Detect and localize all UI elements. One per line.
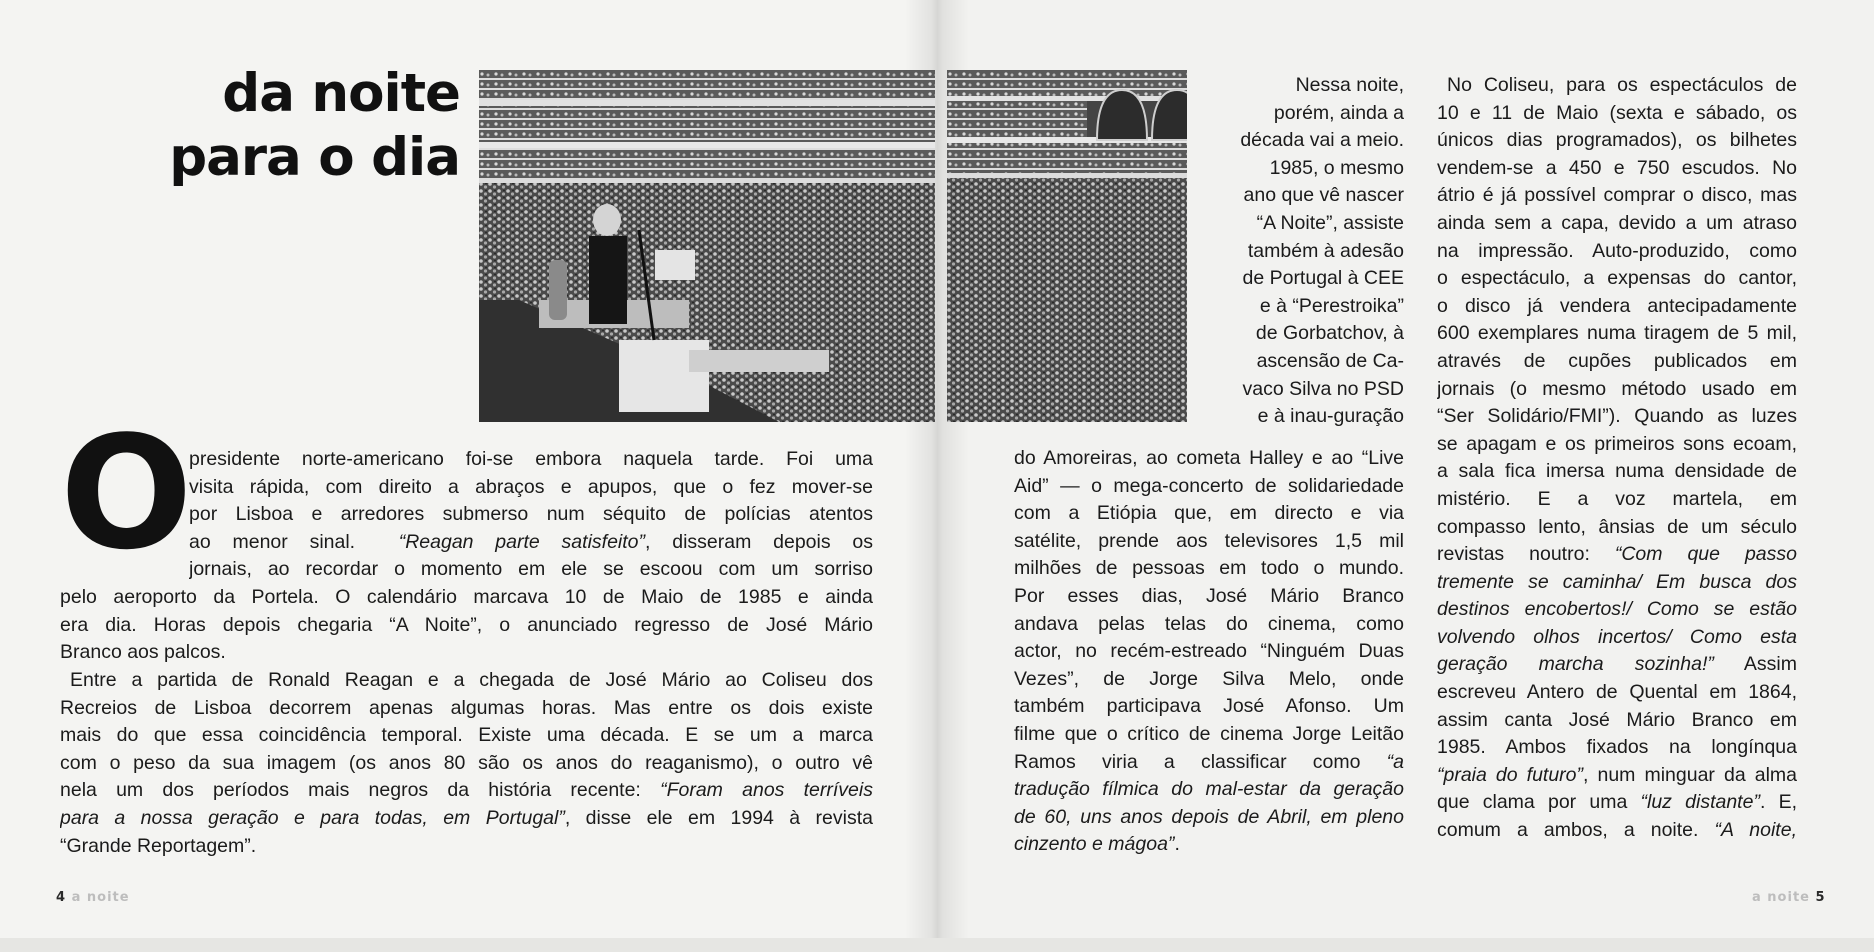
left-paragraph-1-full	[60, 584, 873, 667]
text-line: 10 e 11 de Maio (sexta e sábado, os	[1437, 101, 1797, 124]
quote-antero: tremente se caminha/ Em busca dos	[1437, 570, 1797, 593]
text-line: o disco já vendera antecipadamente	[1437, 294, 1797, 317]
quote-a-noite: “A noite,	[1714, 819, 1797, 842]
text-line: milhões de pessoas em todo o mundo.	[1014, 557, 1404, 580]
quote-traducao-start: “a	[1386, 750, 1404, 773]
text-line: ano que vê nascer	[1243, 184, 1404, 207]
text-line: mais do que essa coincidência temporal. Existe uma década. E se um a marca	[60, 724, 873, 747]
concert-photo-right	[947, 70, 1187, 422]
text-line: de Gorbatchov, à	[1255, 322, 1404, 345]
text-line: No Coliseu, para os espectáculos de	[1447, 74, 1797, 96]
text-line	[1437, 596, 1797, 624]
text-line: “Ser Solidário/FMI”). Quando as luzes	[1437, 405, 1797, 428]
text-run: .	[1174, 833, 1180, 856]
text-line: Aid” — o mega-concerto de solidariedade	[1014, 474, 1404, 497]
page-folio-left	[56, 890, 130, 905]
concert-photo-left-image	[479, 70, 935, 422]
text-run: Ramos viria a classificar como	[1014, 750, 1387, 773]
text-line: jornais, ao recordar o momento em ele se escoou com um sorriso	[189, 558, 873, 581]
text-line	[1014, 804, 1404, 832]
quote-traducao: de 60, uns anos depois de Abril, em pleno	[1014, 805, 1404, 828]
middle-column-narrow	[1218, 72, 1404, 431]
text-line: ainda sem a capa, devido a um atraso	[1437, 211, 1797, 234]
text-run: , disse ele em 1994 à revista	[564, 806, 873, 829]
text-line: Nessa noite,	[1295, 74, 1404, 96]
running-title-right: a noite	[1752, 890, 1810, 905]
page-folio-right	[1752, 890, 1826, 905]
text-line: Entre a partida de Ronald Reagan e a chegada de José Mário ao Coliseu dos	[70, 669, 873, 691]
text-run: , num minguar da alma	[1583, 763, 1797, 786]
concert-photo-left	[479, 70, 935, 422]
text-line	[1437, 541, 1797, 569]
text-line	[60, 777, 873, 805]
text-line: Branco aos palcos.	[60, 641, 226, 664]
text-line: e à “Perestroika”	[1259, 294, 1404, 317]
text-line	[189, 529, 873, 557]
text-line: Recreios de Lisboa decorrem apenas algumas horas. Mas entre os dois existe	[60, 696, 873, 719]
right-column	[1437, 72, 1797, 845]
text-line: actor, no recém-estreado “Ninguém Duas	[1014, 640, 1404, 663]
text-line: se apagam e os primeiros sons ecoam,	[1437, 432, 1797, 455]
text-run: ao menor sinal.	[189, 530, 356, 553]
text-line: porém, ainda a	[1273, 101, 1404, 124]
text-line	[1014, 749, 1404, 777]
text-line: na impressão. Auto-produzido, como	[1437, 239, 1797, 262]
text-line: 1985, o mesmo	[1269, 156, 1404, 179]
text-line: “A Noite”, assiste	[1256, 211, 1404, 234]
quote-reagan: “Reagan parte satisfeito”	[398, 530, 645, 553]
quote-antero: geração marcha sozinha!”	[1437, 653, 1714, 676]
text-line: através de cupões publicados em	[1437, 349, 1797, 372]
text-line: com a Etiópia que, em directo e via	[1014, 502, 1404, 525]
text-line: “Grande Reportagem”.	[60, 834, 257, 857]
quote-luz: “luz distante”	[1640, 791, 1760, 814]
running-title-left: a noite	[71, 890, 130, 905]
page-number-left: 4	[56, 890, 67, 905]
quote-antero: volvendo olhos incertos/ Como esta	[1437, 625, 1797, 648]
text-line: satélite, prende aos televisores 1,5 mil	[1014, 529, 1404, 552]
title-line-2: para o dia	[169, 127, 460, 188]
quote-antero: destinos encobertos!/ Como se estão	[1437, 598, 1797, 621]
text-line: e à inau-guração	[1257, 405, 1404, 428]
quote-traducao: cinzento e mágoa”	[1014, 833, 1175, 856]
text-line: presidente norte-americano foi-se embora naquela tarde. Foi uma	[189, 448, 873, 470]
text-line: assim canta José Mário Branco em	[1437, 708, 1797, 731]
text-line: visita rápida, com direito a abraços e apupos, que o fez mover-se	[189, 475, 873, 498]
quote-praia: “praia do futuro”	[1437, 763, 1584, 786]
text-line: jornais (o mesmo método usado em	[1437, 377, 1797, 400]
left-paragraph-1-indented	[189, 446, 873, 584]
text-line	[1437, 817, 1797, 845]
concert-photo-right-image	[947, 70, 1187, 422]
text-line	[1437, 624, 1797, 652]
page-bottom-edge	[0, 938, 1874, 952]
title-line-1: da noite	[222, 63, 460, 124]
page-number-right: 5	[1815, 890, 1826, 905]
text-line	[1437, 789, 1797, 817]
text-line: do Amoreiras, ao cometa Halley e ao “Live	[1014, 447, 1404, 469]
text-line: únicos dias programados), os bilhetes	[1437, 129, 1797, 152]
text-line: escreveu Antero de Quental em 1864,	[1437, 681, 1797, 704]
text-line: Por esses dias, José Mário Branco	[1014, 584, 1404, 607]
text-line: Vezes”, de Jorge Silva Melo, onde	[1014, 667, 1404, 690]
left-paragraph-2	[60, 667, 873, 860]
text-line	[1437, 762, 1797, 790]
text-line	[1437, 569, 1797, 597]
text-line: vaco Silva no PSD	[1242, 377, 1404, 400]
text-line: andava pelas telas do cinema, como	[1014, 612, 1404, 635]
text-line: década vai a meio.	[1240, 129, 1404, 152]
quote-antero: “Com que passo	[1614, 543, 1797, 566]
text-line: pelo aeroporto da Portela. O calendário marcava 10 de Maio de 1985 e ainda	[60, 586, 873, 608]
text-line: vendem-se a 450 e 750 escudos. No	[1437, 156, 1797, 179]
text-line: por Lisboa e arredores submerso num séquito de polícias atentos	[189, 503, 873, 526]
text-run: . E,	[1759, 791, 1797, 814]
text-line: mistério. E a voz martela, em	[1437, 487, 1797, 510]
text-line: com o peso da sua imagem (os anos 80 são os anos do reaganismo), o outro vê	[60, 751, 873, 774]
quote-nossa-geracao: para a nossa geração e para todas, em Portugal”	[60, 806, 565, 829]
text-line	[60, 805, 873, 833]
text-line	[1014, 776, 1404, 804]
text-run: comum a ambos, a noite.	[1437, 819, 1715, 842]
text-line: também participava José Afonso. Um	[1014, 695, 1404, 718]
text-run: Assim	[1713, 653, 1797, 676]
quote-anos-terriveis: “Foram anos terríveis	[660, 779, 873, 802]
text-run: revistas noutro:	[1437, 543, 1615, 566]
quote-traducao: tradução fílmica do mal-estar da geração	[1014, 778, 1404, 801]
drop-cap: O	[60, 402, 189, 584]
text-run: nela um dos períodos mais negros da história recente:	[60, 779, 661, 802]
text-line: era dia. Horas depois chegaria “A Noite”, o anunciado regresso de José Mário	[60, 613, 873, 636]
text-line: filme que o crítico de cinema Jorge Leitão	[1014, 722, 1404, 745]
text-line: 1985. Ambos fixados na longínqua	[1437, 736, 1797, 759]
text-line: o espectáculo, a expensas do cantor,	[1437, 267, 1797, 290]
middle-column-wide	[1014, 445, 1404, 859]
article-title	[100, 62, 460, 190]
text-line: de Portugal à CEE	[1242, 267, 1404, 290]
text-run: , disseram depois os	[645, 530, 873, 553]
text-line: átrio é já possível comprar o disco, mas	[1437, 184, 1797, 207]
text-line	[1437, 651, 1797, 679]
text-line	[1014, 831, 1404, 859]
text-line: a sala fica imersa numa densidade de	[1437, 460, 1797, 483]
text-line: 600 exemplares numa tiragem de 5 mil,	[1437, 322, 1797, 345]
text-run: que clama por uma	[1437, 791, 1641, 814]
text-line: também à adesão	[1247, 239, 1404, 262]
text-line: ascensão de Ca-	[1256, 349, 1404, 372]
text-line: compasso lento, ânsias de um século	[1437, 515, 1797, 538]
